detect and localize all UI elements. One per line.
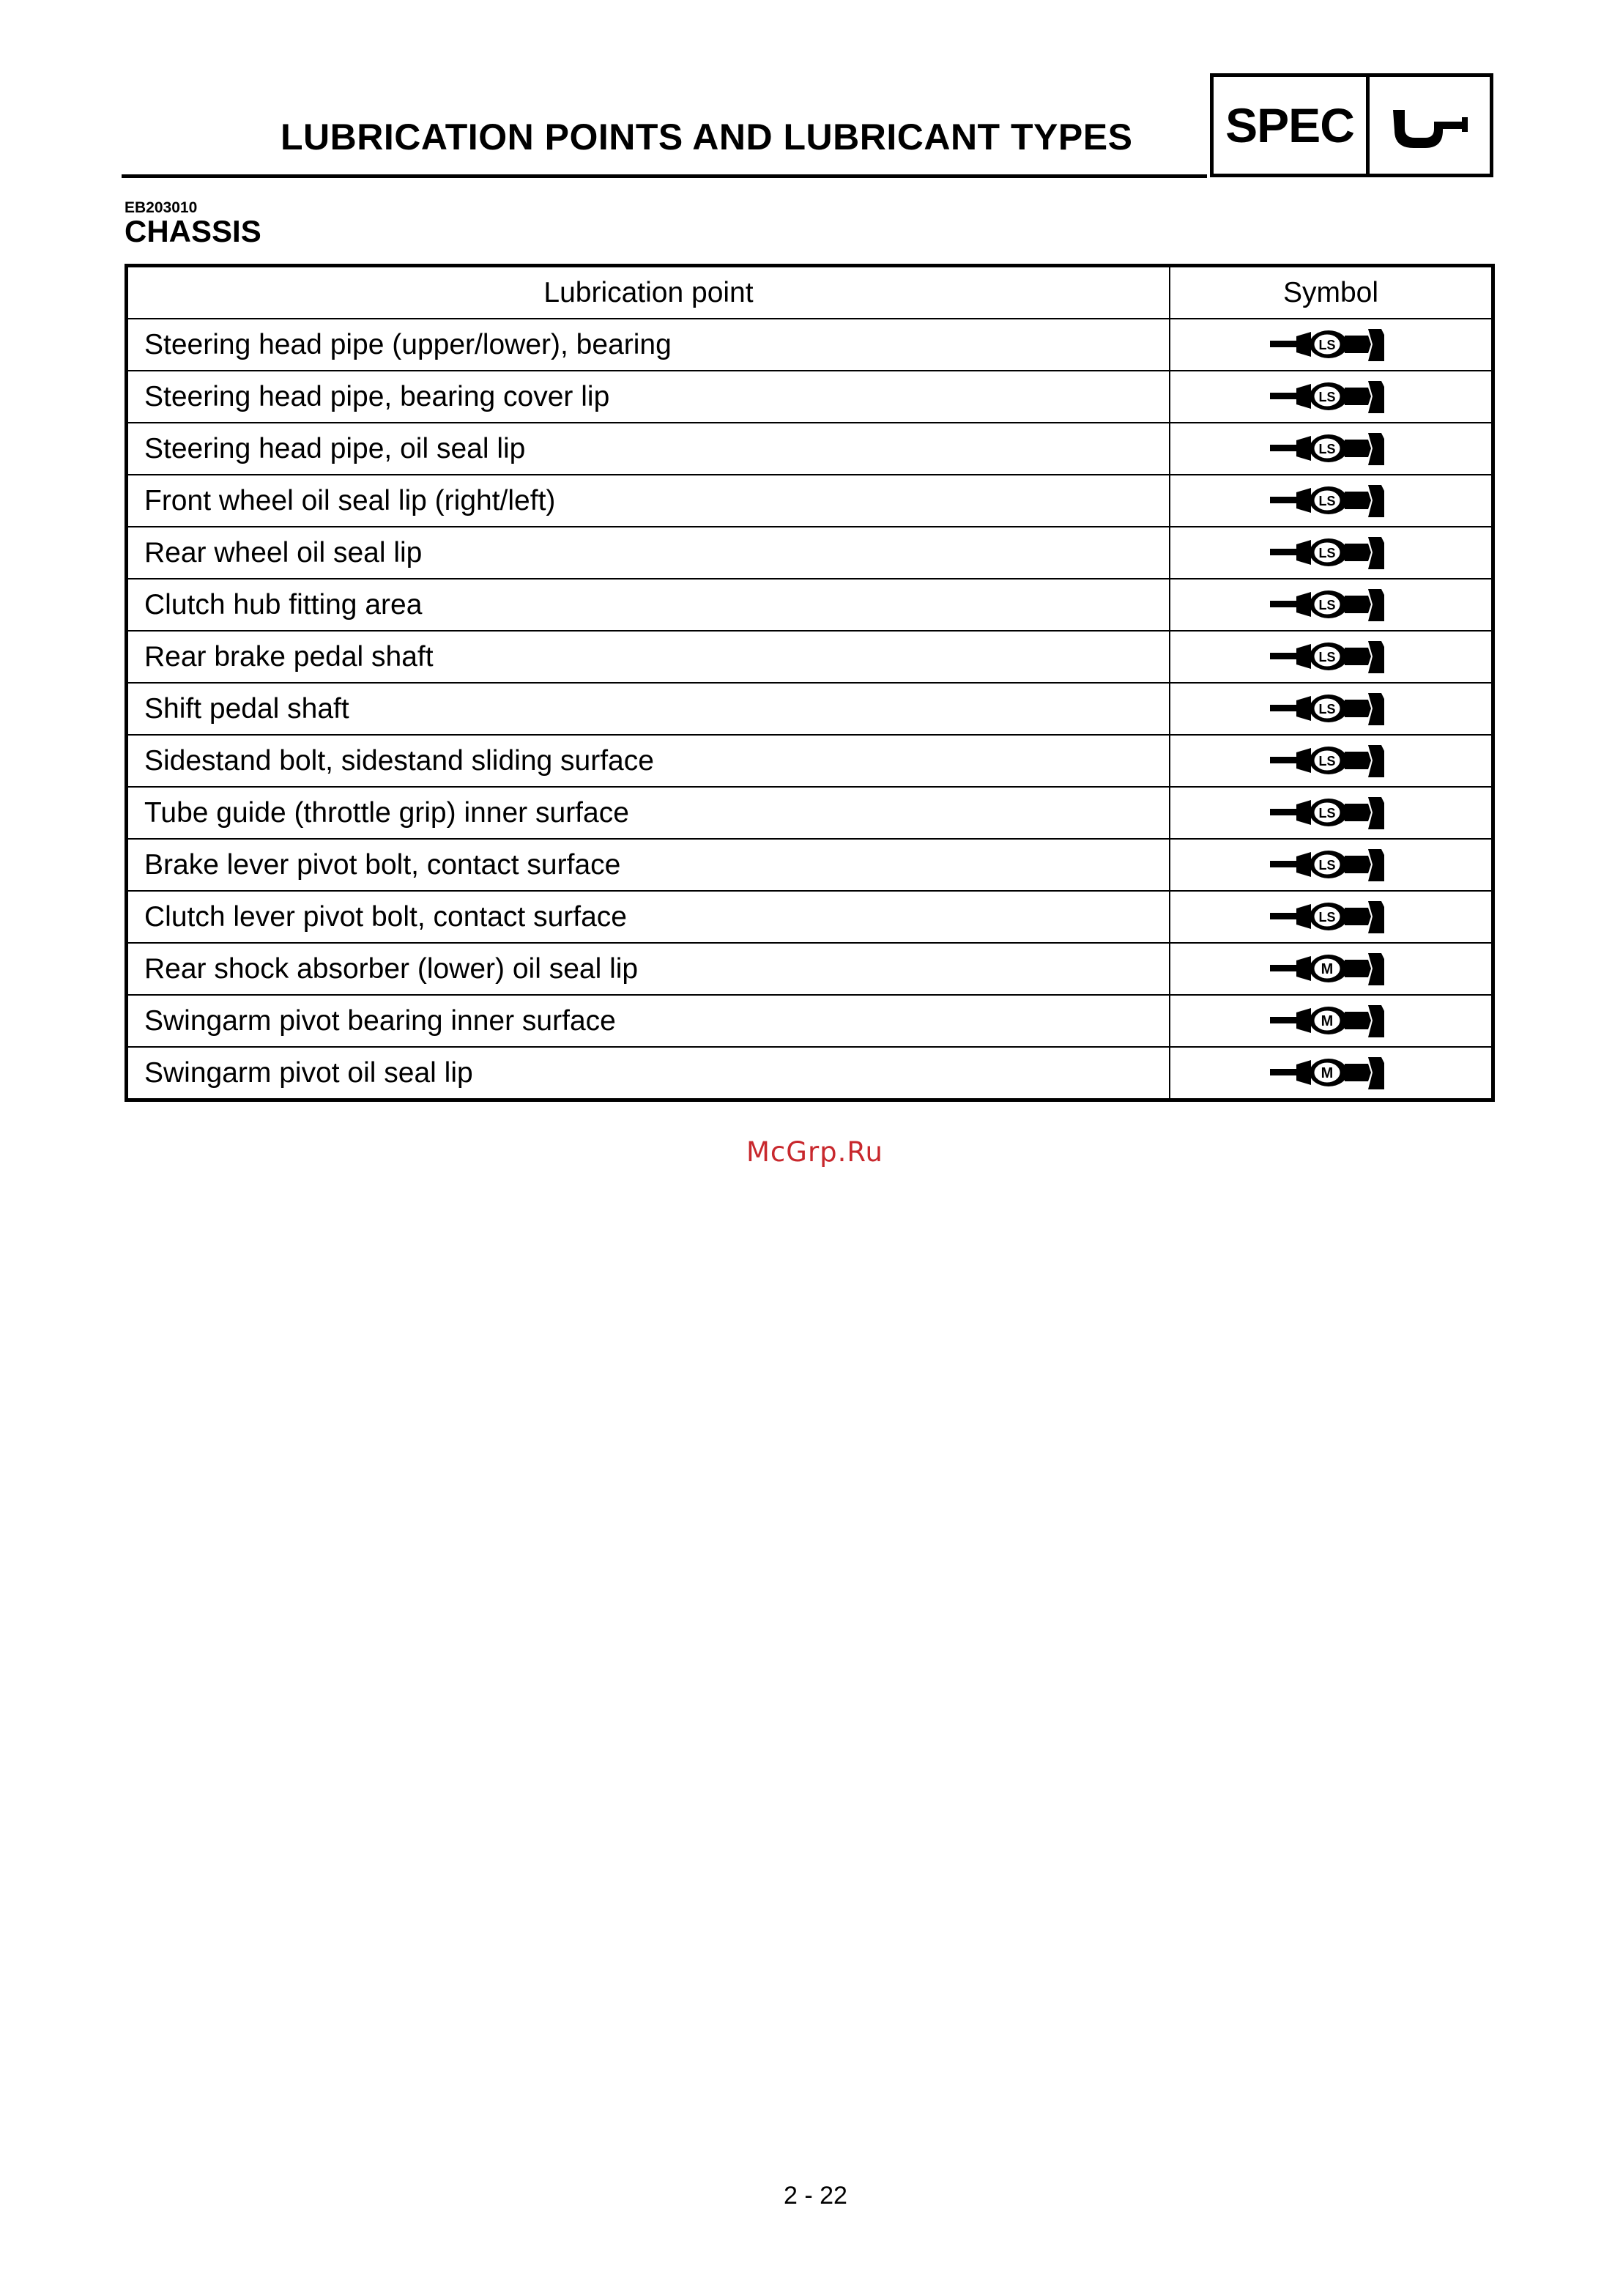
grease-gun-icon bbox=[1269, 536, 1393, 571]
table-body bbox=[127, 319, 1493, 1100]
table-row bbox=[127, 527, 1493, 579]
section-code: EB203010 bbox=[125, 199, 198, 216]
grease-gun-icon bbox=[1269, 379, 1393, 415]
lubricant-symbol bbox=[1170, 1047, 1493, 1100]
lubrication-point: Shift pedal shaft bbox=[127, 683, 1170, 735]
lubrication-point: Sidestand bolt, sidestand sliding surface bbox=[127, 735, 1170, 787]
lubricant-symbol bbox=[1170, 787, 1493, 839]
table-row bbox=[127, 995, 1493, 1047]
lubricant-code: LS bbox=[1318, 389, 1336, 404]
table-row bbox=[127, 839, 1493, 891]
lubricant-symbol bbox=[1170, 735, 1493, 787]
grease-gun-icon bbox=[1269, 640, 1393, 675]
grease-gun-icon bbox=[1269, 484, 1393, 519]
lubricant-code: LS bbox=[1318, 597, 1336, 612]
lubricant-code: LS bbox=[1318, 701, 1336, 716]
lubrication-point: Swingarm pivot oil seal lip bbox=[127, 1047, 1170, 1100]
lubrication-point: Brake lever pivot bolt, contact surface bbox=[127, 839, 1170, 891]
grease-gun-icon bbox=[1269, 744, 1393, 779]
spec-badge bbox=[1210, 73, 1493, 177]
lubricant-code: LS bbox=[1318, 649, 1336, 664]
table-row bbox=[127, 371, 1493, 423]
table-row bbox=[127, 943, 1493, 995]
lubrication-point: Tube guide (throttle grip) inner surface bbox=[127, 787, 1170, 839]
lubricant-code: LS bbox=[1318, 857, 1336, 873]
grease-gun-icon bbox=[1269, 327, 1393, 363]
grease-gun-icon bbox=[1269, 432, 1393, 467]
lubrication-table bbox=[125, 264, 1495, 1102]
page-title: LUBRICATION POINTS AND LUBRICANT TYPES bbox=[281, 116, 1133, 158]
lubricant-code: M bbox=[1321, 1064, 1334, 1081]
lubricant-code: M bbox=[1321, 1012, 1334, 1029]
lubrication-point: Steering head pipe (upper/lower), bearing bbox=[127, 319, 1170, 371]
lubricant-code: LS bbox=[1318, 441, 1336, 456]
grease-gun-icon bbox=[1269, 1004, 1393, 1039]
table-row bbox=[127, 1047, 1493, 1100]
lubricant-code: M bbox=[1321, 960, 1334, 977]
lubricant-symbol bbox=[1170, 891, 1493, 943]
lubrication-point: Steering head pipe, oil seal lip bbox=[127, 423, 1170, 475]
table-row bbox=[127, 891, 1493, 943]
lubricant-code: LS bbox=[1318, 805, 1336, 821]
lubrication-point: Rear shock absorber (lower) oil seal lip bbox=[127, 943, 1170, 995]
page-number: 2 - 22 bbox=[784, 2182, 847, 2210]
table-header-row bbox=[127, 266, 1493, 319]
title-underline bbox=[122, 174, 1207, 178]
grease-gun-icon bbox=[1269, 796, 1393, 831]
lubrication-point: Clutch lever pivot bolt, contact surface bbox=[127, 891, 1170, 943]
grease-gun-icon bbox=[1269, 588, 1393, 623]
lubricant-code: LS bbox=[1318, 909, 1336, 925]
lubrication-point: Rear wheel oil seal lip bbox=[127, 527, 1170, 579]
grease-gun-icon bbox=[1269, 1056, 1393, 1091]
table-row bbox=[127, 423, 1493, 475]
grease-gun-icon bbox=[1269, 900, 1393, 935]
lubricant-symbol bbox=[1170, 319, 1493, 371]
lubricant-symbol bbox=[1170, 527, 1493, 579]
lubricant-symbol bbox=[1170, 943, 1493, 995]
lubricant-symbol bbox=[1170, 423, 1493, 475]
lubricant-symbol bbox=[1170, 839, 1493, 891]
lubrication-point: Rear brake pedal shaft bbox=[127, 631, 1170, 683]
grease-gun-icon bbox=[1269, 692, 1393, 727]
table-row bbox=[127, 787, 1493, 839]
section-title: CHASSIS bbox=[125, 214, 261, 248]
lubrication-point: Steering head pipe, bearing cover lip bbox=[127, 371, 1170, 423]
lubrication-point: Clutch hub fitting area bbox=[127, 579, 1170, 631]
watermark: McGrp.Ru bbox=[746, 1136, 883, 1168]
table-row bbox=[127, 631, 1493, 683]
table-row bbox=[127, 475, 1493, 527]
lubricant-code: LS bbox=[1318, 753, 1336, 769]
table-row bbox=[127, 319, 1493, 371]
grease-gun-icon bbox=[1269, 952, 1393, 987]
lubricant-symbol bbox=[1170, 371, 1493, 423]
column-header-symbol: Symbol bbox=[1170, 266, 1493, 319]
table-row bbox=[127, 579, 1493, 631]
column-header-point: Lubrication point bbox=[127, 266, 1170, 319]
lubricant-symbol bbox=[1170, 995, 1493, 1047]
lubricant-code: LS bbox=[1318, 337, 1336, 352]
table-row bbox=[127, 683, 1493, 735]
lubricant-symbol bbox=[1170, 683, 1493, 735]
lubrication-point: Swingarm pivot bearing inner surface bbox=[127, 995, 1170, 1047]
lubricant-symbol bbox=[1170, 579, 1493, 631]
table-row bbox=[127, 735, 1493, 787]
lubricant-code: LS bbox=[1318, 545, 1336, 560]
grease-gun-icon bbox=[1269, 848, 1393, 883]
wrench-grease-icon bbox=[1370, 77, 1490, 174]
lubricant-symbol bbox=[1170, 631, 1493, 683]
lubricant-code: LS bbox=[1318, 493, 1336, 508]
lubrication-point: Front wheel oil seal lip (right/left) bbox=[127, 475, 1170, 527]
lubricant-symbol bbox=[1170, 475, 1493, 527]
spec-badge-label: SPEC bbox=[1214, 77, 1370, 174]
